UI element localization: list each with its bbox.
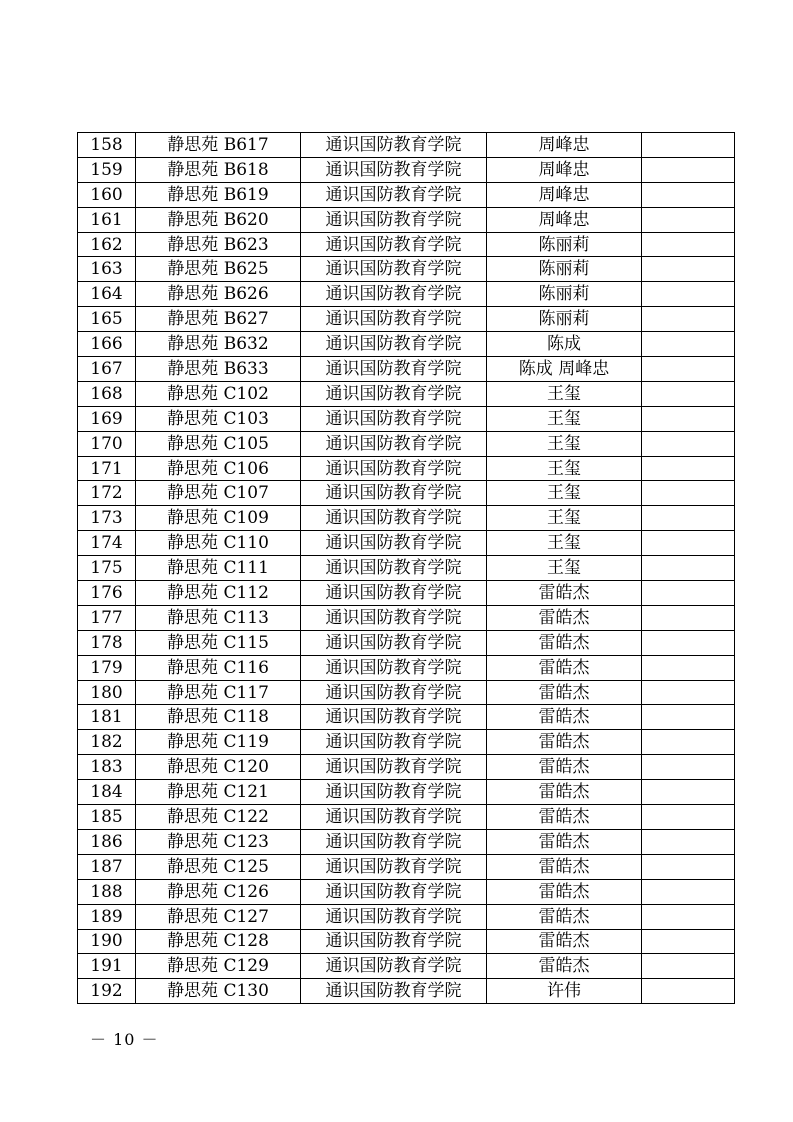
row-number-cell: 159 <box>78 157 136 182</box>
college-cell: 通识国防教育学院 <box>301 133 487 158</box>
row-number-cell: 163 <box>78 257 136 282</box>
table-row <box>78 680 735 705</box>
college-cell: 通识国防教育学院 <box>301 182 487 207</box>
responsible-person-cell: 陈成 周峰忠 <box>487 357 642 382</box>
responsible-person-cell: 雷皓杰 <box>487 829 642 854</box>
college-cell: 通识国防教育学院 <box>301 829 487 854</box>
row-number-cell: 185 <box>78 805 136 830</box>
responsible-person-cell: 许伟 <box>487 979 642 1004</box>
table-row <box>78 630 735 655</box>
room-cell: 静思苑 B623 <box>136 232 301 257</box>
note-cell <box>642 605 735 630</box>
college-cell: 通识国防教育学院 <box>301 854 487 879</box>
college-cell: 通识国防教育学院 <box>301 257 487 282</box>
table-row <box>78 705 735 730</box>
room-cell: 静思苑 C127 <box>136 904 301 929</box>
table-row <box>78 780 735 805</box>
responsible-person-cell: 雷皓杰 <box>487 705 642 730</box>
table-row <box>78 332 735 357</box>
college-cell: 通识国防教育学院 <box>301 655 487 680</box>
table-row <box>78 207 735 232</box>
note-cell <box>642 182 735 207</box>
table-row <box>78 929 735 954</box>
college-cell: 通识国防教育学院 <box>301 406 487 431</box>
responsible-person-cell: 王玺 <box>487 381 642 406</box>
row-number-cell: 165 <box>78 307 136 332</box>
room-cell: 静思苑 C128 <box>136 929 301 954</box>
room-cell: 静思苑 B626 <box>136 282 301 307</box>
row-number-cell: 189 <box>78 904 136 929</box>
room-cell: 静思苑 B627 <box>136 307 301 332</box>
page-number: － 10 － <box>90 1030 159 1049</box>
room-cell: 静思苑 B633 <box>136 357 301 382</box>
table-row <box>78 157 735 182</box>
row-number-cell: 161 <box>78 207 136 232</box>
college-cell: 通识国防教育学院 <box>301 431 487 456</box>
room-cell: 静思苑 C129 <box>136 954 301 979</box>
responsible-person-cell: 陈丽莉 <box>487 232 642 257</box>
table-row <box>78 381 735 406</box>
row-number-cell: 168 <box>78 381 136 406</box>
room-cell: 静思苑 C130 <box>136 979 301 1004</box>
college-cell: 通识国防教育学院 <box>301 556 487 581</box>
college-cell: 通识国防教育学院 <box>301 904 487 929</box>
room-cell: 静思苑 C102 <box>136 381 301 406</box>
room-cell: 静思苑 B632 <box>136 332 301 357</box>
table-row <box>78 879 735 904</box>
row-number-cell: 171 <box>78 456 136 481</box>
note-cell <box>642 531 735 556</box>
table-row <box>78 954 735 979</box>
college-cell: 通识国防教育学院 <box>301 979 487 1004</box>
row-number-cell: 191 <box>78 954 136 979</box>
room-cell: 静思苑 C117 <box>136 680 301 705</box>
responsible-person-cell: 雷皓杰 <box>487 655 642 680</box>
note-cell <box>642 506 735 531</box>
table-row <box>78 805 735 830</box>
responsible-person-cell: 雷皓杰 <box>487 780 642 805</box>
college-cell: 通识国防教育学院 <box>301 506 487 531</box>
note-cell <box>642 904 735 929</box>
responsible-person-cell: 雷皓杰 <box>487 879 642 904</box>
row-number-cell: 166 <box>78 332 136 357</box>
college-cell: 通识国防教育学院 <box>301 780 487 805</box>
note-cell <box>642 879 735 904</box>
row-number-cell: 169 <box>78 406 136 431</box>
row-number-cell: 172 <box>78 481 136 506</box>
note-cell <box>642 556 735 581</box>
room-cell: 静思苑 C126 <box>136 879 301 904</box>
row-number-cell: 188 <box>78 879 136 904</box>
responsible-person-cell: 雷皓杰 <box>487 755 642 780</box>
row-number-cell: 176 <box>78 581 136 606</box>
note-cell <box>642 581 735 606</box>
college-cell: 通识国防教育学院 <box>301 282 487 307</box>
room-cell: 静思苑 B618 <box>136 157 301 182</box>
college-cell: 通识国防教育学院 <box>301 307 487 332</box>
note-cell <box>642 257 735 282</box>
room-cell: 静思苑 C118 <box>136 705 301 730</box>
college-cell: 通识国防教育学院 <box>301 232 487 257</box>
table-row <box>78 282 735 307</box>
college-cell: 通识国防教育学院 <box>301 929 487 954</box>
table-row <box>78 481 735 506</box>
row-number-cell: 178 <box>78 630 136 655</box>
table-row <box>78 556 735 581</box>
college-cell: 通识国防教育学院 <box>301 357 487 382</box>
room-cell: 静思苑 B620 <box>136 207 301 232</box>
room-cell: 静思苑 B625 <box>136 257 301 282</box>
note-cell <box>642 282 735 307</box>
row-number-cell: 181 <box>78 705 136 730</box>
room-cell: 静思苑 C105 <box>136 431 301 456</box>
table-row <box>78 456 735 481</box>
responsible-person-cell: 王玺 <box>487 431 642 456</box>
college-cell: 通识国防教育学院 <box>301 755 487 780</box>
room-cell: 静思苑 C120 <box>136 755 301 780</box>
college-cell: 通识国防教育学院 <box>301 481 487 506</box>
note-cell <box>642 705 735 730</box>
row-number-cell: 173 <box>78 506 136 531</box>
responsible-person-cell: 王玺 <box>487 531 642 556</box>
note-cell <box>642 381 735 406</box>
responsible-person-cell: 周峰忠 <box>487 133 642 158</box>
row-number-cell: 184 <box>78 780 136 805</box>
note-cell <box>642 805 735 830</box>
note-cell <box>642 979 735 1004</box>
room-cell: 静思苑 C125 <box>136 854 301 879</box>
college-cell: 通识国防教育学院 <box>301 630 487 655</box>
note-cell <box>642 730 735 755</box>
college-cell: 通识国防教育学院 <box>301 730 487 755</box>
row-number-cell: 160 <box>78 182 136 207</box>
college-cell: 通识国防教育学院 <box>301 332 487 357</box>
note-cell <box>642 755 735 780</box>
room-cell: 静思苑 C107 <box>136 481 301 506</box>
note-cell <box>642 481 735 506</box>
responsible-person-cell: 陈丽莉 <box>487 257 642 282</box>
responsible-person-cell: 雷皓杰 <box>487 805 642 830</box>
table-row <box>78 854 735 879</box>
college-cell: 通识国防教育学院 <box>301 581 487 606</box>
college-cell: 通识国防教育学院 <box>301 157 487 182</box>
room-cell: 静思苑 C112 <box>136 581 301 606</box>
note-cell <box>642 630 735 655</box>
responsible-person-cell: 陈成 <box>487 332 642 357</box>
responsible-person-cell: 周峰忠 <box>487 157 642 182</box>
row-number-cell: 187 <box>78 854 136 879</box>
table-row <box>78 232 735 257</box>
note-cell <box>642 954 735 979</box>
room-cell: 静思苑 C119 <box>136 730 301 755</box>
row-number-cell: 167 <box>78 357 136 382</box>
responsible-person-cell: 王玺 <box>487 556 642 581</box>
row-number-cell: 164 <box>78 282 136 307</box>
responsible-person-cell: 雷皓杰 <box>487 854 642 879</box>
college-cell: 通识国防教育学院 <box>301 605 487 630</box>
note-cell <box>642 680 735 705</box>
responsible-person-cell: 王玺 <box>487 456 642 481</box>
note-cell <box>642 207 735 232</box>
college-cell: 通识国防教育学院 <box>301 680 487 705</box>
table-row <box>78 581 735 606</box>
row-number-cell: 183 <box>78 755 136 780</box>
note-cell <box>642 829 735 854</box>
note-cell <box>642 854 735 879</box>
college-cell: 通识国防教育学院 <box>301 207 487 232</box>
college-cell: 通识国防教育学院 <box>301 531 487 556</box>
room-cell: 静思苑 B617 <box>136 133 301 158</box>
college-cell: 通识国防教育学院 <box>301 954 487 979</box>
row-number-cell: 190 <box>78 929 136 954</box>
row-number-cell: 175 <box>78 556 136 581</box>
table-row <box>78 406 735 431</box>
row-number-cell: 174 <box>78 531 136 556</box>
table-row <box>78 755 735 780</box>
responsible-person-cell: 王玺 <box>487 506 642 531</box>
table-row <box>78 829 735 854</box>
room-cell: 静思苑 C109 <box>136 506 301 531</box>
note-cell <box>642 456 735 481</box>
table-row <box>78 506 735 531</box>
table-row <box>78 655 735 680</box>
table-row <box>78 605 735 630</box>
row-number-cell: 177 <box>78 605 136 630</box>
row-number-cell: 162 <box>78 232 136 257</box>
note-cell <box>642 655 735 680</box>
room-cell: 静思苑 C121 <box>136 780 301 805</box>
responsible-person-cell: 雷皓杰 <box>487 954 642 979</box>
note-cell <box>642 357 735 382</box>
note-cell <box>642 332 735 357</box>
table-row <box>78 133 735 158</box>
note-cell <box>642 780 735 805</box>
room-cell: 静思苑 C115 <box>136 630 301 655</box>
responsible-person-cell: 雷皓杰 <box>487 904 642 929</box>
table-row <box>78 307 735 332</box>
table-row <box>78 357 735 382</box>
note-cell <box>642 157 735 182</box>
table-row <box>78 431 735 456</box>
room-cell: 静思苑 C122 <box>136 805 301 830</box>
room-cell: 静思苑 C113 <box>136 605 301 630</box>
note-cell <box>642 929 735 954</box>
table-row <box>78 904 735 929</box>
responsible-person-cell: 周峰忠 <box>487 182 642 207</box>
note-cell <box>642 232 735 257</box>
table-row <box>78 257 735 282</box>
room-cell: 静思苑 C106 <box>136 456 301 481</box>
responsible-person-cell: 雷皓杰 <box>487 630 642 655</box>
roster-table-body <box>78 133 735 1004</box>
responsible-person-cell: 雷皓杰 <box>487 680 642 705</box>
responsible-person-cell: 雷皓杰 <box>487 730 642 755</box>
note-cell <box>642 133 735 158</box>
row-number-cell: 158 <box>78 133 136 158</box>
row-number-cell: 192 <box>78 979 136 1004</box>
row-number-cell: 179 <box>78 655 136 680</box>
note-cell <box>642 406 735 431</box>
row-number-cell: 186 <box>78 829 136 854</box>
responsible-person-cell: 陈丽莉 <box>487 282 642 307</box>
room-cell: 静思苑 C123 <box>136 829 301 854</box>
college-cell: 通识国防教育学院 <box>301 705 487 730</box>
responsible-person-cell: 王玺 <box>487 406 642 431</box>
table-row <box>78 979 735 1004</box>
row-number-cell: 170 <box>78 431 136 456</box>
room-cell: 静思苑 C110 <box>136 531 301 556</box>
table-row <box>78 730 735 755</box>
college-cell: 通识国防教育学院 <box>301 805 487 830</box>
table-row <box>78 182 735 207</box>
table-row <box>78 531 735 556</box>
responsible-person-cell: 雷皓杰 <box>487 929 642 954</box>
responsible-person-cell: 雷皓杰 <box>487 605 642 630</box>
row-number-cell: 180 <box>78 680 136 705</box>
responsible-person-cell: 雷皓杰 <box>487 581 642 606</box>
note-cell <box>642 431 735 456</box>
row-number-cell: 182 <box>78 730 136 755</box>
room-cell: 静思苑 C103 <box>136 406 301 431</box>
room-cell: 静思苑 C116 <box>136 655 301 680</box>
room-cell: 静思苑 B619 <box>136 182 301 207</box>
college-cell: 通识国防教育学院 <box>301 879 487 904</box>
college-cell: 通识国防教育学院 <box>301 456 487 481</box>
responsible-person-cell: 王玺 <box>487 481 642 506</box>
room-cell: 静思苑 C111 <box>136 556 301 581</box>
dormitory-roster-table <box>77 132 735 1004</box>
responsible-person-cell: 陈丽莉 <box>487 307 642 332</box>
responsible-person-cell: 周峰忠 <box>487 207 642 232</box>
college-cell: 通识国防教育学院 <box>301 381 487 406</box>
note-cell <box>642 307 735 332</box>
